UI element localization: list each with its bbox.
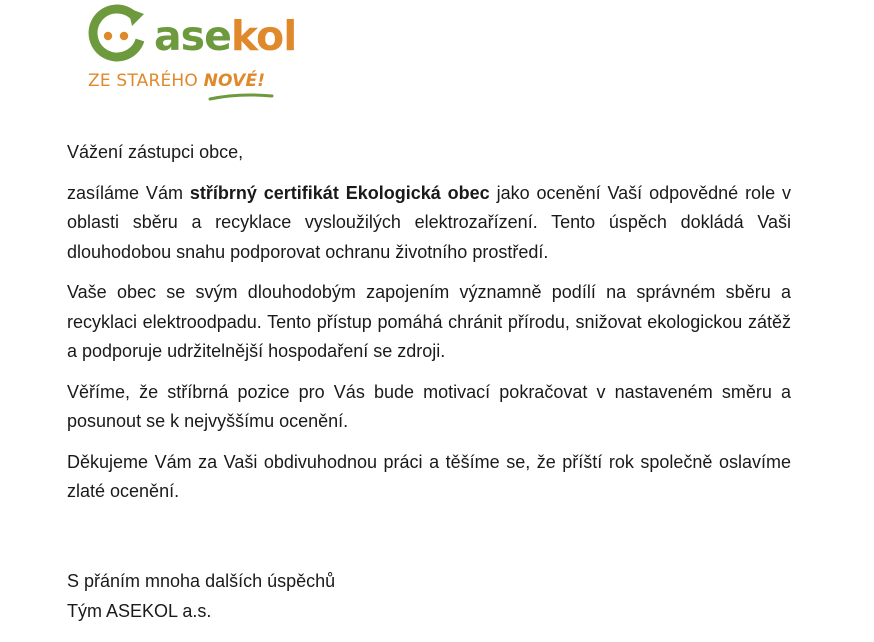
brand-wordmark-part1: ase [154, 12, 231, 60]
tagline-part2: NOVÉ! [203, 71, 266, 91]
paragraph-contribution: Vaše obec se svým dlouhodobým zapojením významně podílí na správném sběru a recyklaci elektroodpadu. Tento přístup pomáhá chránit přírodu, snižovat ekologickou zátěž a podporuje udržitelnější hospodaření se zdroji. [67, 282, 791, 361]
asekol-logo [84, 4, 297, 108]
brand-wordmark-part2: kol [230, 12, 297, 60]
paragraph-certificate-intro: zasíláme Vám [67, 182, 190, 203]
greeting: Vážení zástupci obce, [67, 142, 244, 162]
certificate-name: stříbrný certifikát Ekologická obec [189, 182, 490, 203]
paragraph-certificate-rest: jako ocenění Vaší odpovědné role v oblasti sběru a recyklace vysloužilých elektrozařízení. Tento úspěch dokládá Vaši dlouhodobou snahu podporovat ochranu životního prostředí. [67, 182, 791, 262]
recycle-face-icon [84, 4, 148, 68]
paragraph-motivation: Věříme, že stříbrná pozice pro Vás bude motivací pokračovat v nastaveném směru a posunout se k nejvyššímu ocenění. [67, 381, 791, 431]
paragraph-certificate [67, 179, 791, 268]
signoff [67, 567, 335, 626]
brand-tagline [88, 70, 265, 92]
signoff-wishes: S přáním mnoha dalších úspěchů [67, 571, 336, 591]
paragraph-thanks: Děkujeme Vám za Vaši obdivuhodnou práci a těšíme se, že příští rok společně oslavíme zlaté ocenění. [67, 451, 791, 501]
brand-wordmark [154, 8, 296, 64]
tagline-part1: ZE STARÉHO [88, 71, 204, 91]
signoff-team: Tým ASEKOL a.s. [67, 600, 212, 621]
letter-body [67, 138, 791, 518]
tagline-underline-swoosh [208, 90, 274, 102]
